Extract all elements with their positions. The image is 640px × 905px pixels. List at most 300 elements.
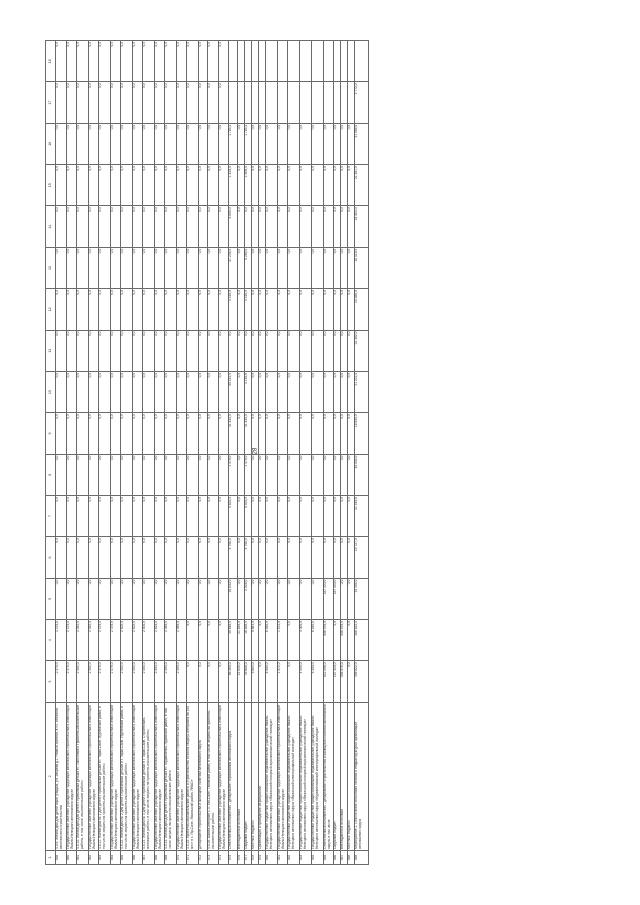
value-cell: 0,0 — [278, 289, 288, 330]
value-cell: 0,0 — [77, 371, 89, 412]
value-cell: 9 823,0 — [229, 495, 238, 536]
value-cell: 0,0 — [348, 289, 355, 330]
value-cell: 0,0 — [334, 413, 341, 454]
value-cell: 0,0 — [266, 495, 278, 536]
value-cell: 0,0 — [348, 620, 355, 661]
value-cell: 0,0 — [312, 454, 324, 495]
value-cell: 0,0 — [77, 206, 89, 247]
value-cell — [252, 41, 259, 82]
value-cell: 0,0 — [77, 289, 89, 330]
value-cell: 0,0 — [177, 123, 187, 164]
value-cell: 0,0 — [56, 41, 67, 82]
value-cell: 0,0 — [259, 330, 266, 371]
rotated-table-page — [45, 40, 615, 865]
value-cell: 0,0 — [187, 330, 199, 371]
value-cell: 0,0 — [300, 165, 312, 206]
value-cell: 0,0 — [77, 330, 89, 371]
value-cell: 0,0 — [187, 165, 199, 206]
column-header: 16 — [46, 123, 56, 164]
value-cell: 0,0 — [143, 578, 155, 619]
value-cell: 4 798,5 — [245, 537, 252, 578]
value-cell: 0,0 — [99, 206, 111, 247]
value-cell: 0,0 — [165, 247, 177, 288]
value-cell: 0,0 — [121, 330, 133, 371]
value-cell: 2 772,0 — [355, 82, 369, 123]
value-cell: 2 392,0 — [89, 620, 99, 661]
row-name: Государственное казенное учреждение «Дирекция капитального строительства и инвестиций Ямало-Ненецкого автономного округа» — [111, 702, 121, 850]
value-cell: 0,0 — [89, 123, 99, 164]
value-cell: 0,0 — [312, 206, 324, 247]
value-cell: 0,0 — [77, 82, 89, 123]
value-cell: 0,0 — [77, 123, 89, 164]
table-row — [300, 41, 312, 865]
value-cell: 0,0 — [56, 578, 67, 619]
value-cell: 0,0 — [252, 537, 259, 578]
value-cell: 0,0 — [77, 495, 89, 536]
value-cell: 31 989,0 — [355, 123, 369, 164]
value-cell: 0,0 — [121, 123, 133, 164]
value-cell: 0,0 — [111, 413, 121, 454]
value-cell: 0,0 — [312, 578, 324, 619]
value-cell: 0,0 — [324, 413, 334, 454]
value-cell: 0,0 — [89, 578, 99, 619]
value-cell: 0,0 — [199, 123, 208, 164]
value-cell: 1 479,0 — [229, 454, 238, 495]
value-cell: 0,0 — [259, 413, 266, 454]
value-cell: 0,0 — [245, 206, 252, 247]
value-cell: 0,0 — [165, 330, 177, 371]
row-name: Организация и проведение мероприятий — [259, 702, 266, 850]
value-cell: 34 386,0 — [355, 289, 369, 330]
row-number: 567 — [143, 850, 155, 864]
value-cell: 90 181,0 — [229, 371, 238, 412]
row-name: Внебюджетные источники — [238, 702, 245, 850]
value-cell: 0,0 — [77, 537, 89, 578]
value-cell: 0,0 — [252, 206, 259, 247]
value-cell: 0,0 — [199, 413, 208, 454]
value-cell: 386 422,0 — [355, 620, 369, 661]
value-cell: 0,0 — [89, 413, 99, 454]
value-cell: 0,0 — [187, 495, 199, 536]
value-cell: 0,0 — [300, 413, 312, 454]
value-cell: 0,0 — [266, 454, 278, 495]
value-cell: 0,0 — [341, 537, 348, 578]
value-cell: 0,0 — [199, 289, 208, 330]
value-cell: 0,0 — [155, 495, 165, 536]
row-name: Местные бюджеты — [348, 702, 355, 850]
value-cell: 0,0 — [99, 123, 111, 164]
value-cell: 0,0 — [341, 413, 348, 454]
value-cell: 9 883,0 — [252, 661, 259, 702]
value-cell: 0,0 — [208, 82, 219, 123]
value-cell: 0,0 — [121, 289, 133, 330]
value-cell: 86 265,0 — [229, 661, 238, 702]
value-cell: 0,0 — [208, 330, 219, 371]
row-name: Государственное казенное учреждение «Дирекция капитального строительства и инвестиций Ямало-Ненецкого автономного округа» — [219, 702, 229, 850]
row-name: Государственное казенное учреждение «Дирекция капитального строительства и инвестиций Ямало-Ненецкого автономного округа» — [67, 702, 77, 850]
value-cell: 0,0 — [238, 123, 245, 164]
value-cell — [229, 82, 238, 123]
value-cell: 0,0 — [300, 247, 312, 288]
value-cell: 4 798,5 — [229, 537, 238, 578]
value-cell: 0,0 — [334, 454, 341, 495]
value-cell: 0,0 — [334, 537, 341, 578]
value-cell: 0,0 — [133, 82, 143, 123]
value-cell: 19 394,0 — [355, 578, 369, 619]
row-name: 4.5.14. Жилой дом для детей с приемными детьми в г. Муравленко. Пуровский район, в том числе затраты на проектно-изыскательские работы — [165, 702, 177, 850]
value-cell: 0,0 — [77, 247, 89, 288]
column-header: 17 — [46, 82, 56, 123]
table-row — [143, 41, 155, 865]
value-cell: 0,0 — [334, 620, 341, 661]
value-cell: 0,0 — [143, 371, 155, 412]
value-cell: 0,0 — [219, 413, 229, 454]
value-cell: 0,0 — [187, 41, 199, 82]
value-cell: 0,0 — [312, 330, 324, 371]
row-name: 4.5.13. Жилой дом № 3 для детей с приемными детьми в г. Тарко-Сале. Строительно-монтажные работы, в том числе затраты на проектно-изыскательские работы — [143, 702, 155, 850]
value-cell: 0,0 — [288, 578, 300, 619]
value-cell: 0,0 — [56, 537, 67, 578]
row-number: 586 — [334, 850, 341, 864]
value-cell: 0,0 — [252, 495, 259, 536]
column-header: 2 — [46, 702, 56, 850]
table-row — [187, 41, 199, 865]
value-cell: 0,0 — [155, 537, 165, 578]
table-row — [208, 41, 219, 865]
value-cell: 2 379,0 — [111, 620, 121, 661]
column-header: 18 — [46, 41, 56, 82]
value-cell: 0,0 — [219, 82, 229, 123]
row-name: 4.5.10. Жилой дом для детей с приемными детьми в г. Лабытнанги. Проектно-изыскательские работы, в том числе изыскательские работы — [77, 702, 89, 850]
table-row — [266, 41, 278, 865]
value-cell: 0,0 — [341, 578, 348, 619]
value-cell: 0,0 — [56, 247, 67, 288]
value-cell — [278, 41, 288, 82]
table-row — [177, 41, 187, 865]
value-cell — [288, 82, 300, 123]
value-cell: 0,0 — [143, 41, 155, 82]
value-cell: 0,0 — [155, 247, 165, 288]
value-cell: 0,0 — [278, 578, 288, 619]
value-cell: 0,0 — [187, 206, 199, 247]
value-cell: 0,0 — [252, 330, 259, 371]
value-cell: 0,0 — [278, 206, 288, 247]
value-cell: 0,0 — [111, 41, 121, 82]
value-cell: 187 320,0 — [324, 578, 334, 619]
value-cell: 0,0 — [252, 289, 259, 330]
column-header: 15 — [46, 165, 56, 206]
value-cell — [312, 41, 324, 82]
value-cell: 0,0 — [89, 454, 99, 495]
value-cell: 0,0 — [77, 578, 89, 619]
value-cell: 39 648,0 — [229, 620, 238, 661]
value-cell: 39 686,0 — [245, 661, 252, 702]
value-cell: 2 404,0 — [155, 620, 165, 661]
value-cell: 2 395,0 — [177, 620, 187, 661]
value-cell: 0,0 — [165, 41, 177, 82]
value-cell: 0,0 — [177, 41, 187, 82]
value-cell: 0,0 — [324, 289, 334, 330]
value-cell: 0,0 — [177, 247, 187, 288]
row-number: 589 — [355, 850, 369, 864]
value-cell: 0,0 — [312, 165, 324, 206]
row-name: Ответственный исполнитель - департамент строительства и жилищной политики автономного округа, в том числе — [324, 702, 334, 850]
row-number: 562 — [89, 850, 99, 864]
value-cell: 0,0 — [111, 247, 121, 288]
value-cell: 0,0 — [143, 82, 155, 123]
column-header: 3 — [46, 661, 56, 702]
value-cell: 0,0 — [187, 289, 199, 330]
value-cell: 0,0 — [208, 123, 219, 164]
value-cell: 0,0 — [89, 165, 99, 206]
value-cell — [334, 41, 341, 82]
value-cell: 0,0 — [341, 330, 348, 371]
value-cell: 0,0 — [288, 165, 300, 206]
table-row — [341, 41, 348, 865]
value-cell: 0,0 — [300, 578, 312, 619]
value-cell: 0,0 — [187, 537, 199, 578]
value-cell: 0,0 — [266, 413, 278, 454]
value-cell: 0,0 — [219, 454, 229, 495]
value-cell: 0,0 — [133, 330, 143, 371]
value-cell: 4 149,0 — [245, 289, 252, 330]
value-cell: 0,0 — [89, 206, 99, 247]
value-cell: 0,0 — [111, 495, 121, 536]
value-cell: 41 449,0 — [355, 495, 369, 536]
table-row — [238, 41, 245, 865]
value-cell: 0,0 — [278, 537, 288, 578]
value-cell: 0,0 — [143, 289, 155, 330]
value-cell: 0,0 — [155, 82, 165, 123]
value-cell: 0,0 — [133, 578, 143, 619]
value-cell: 0,0 — [99, 289, 111, 330]
value-cell: 0,0 — [89, 330, 99, 371]
value-cell: 0,0 — [99, 330, 111, 371]
value-cell: 0,0 — [324, 123, 334, 164]
value-cell: 0,0 — [143, 495, 155, 536]
value-cell: 0,0 — [341, 206, 348, 247]
value-cell: 0,0 — [165, 165, 177, 206]
value-cell: 0,0 — [165, 495, 177, 536]
value-cell: 0,0 — [300, 123, 312, 164]
value-cell: 0,0 — [199, 578, 208, 619]
value-cell: 0,0 — [155, 330, 165, 371]
value-cell: 0,0 — [259, 620, 266, 661]
value-cell: 0,0 — [252, 578, 259, 619]
table-row — [121, 41, 133, 865]
value-cell: 0,0 — [300, 454, 312, 495]
value-cell — [259, 41, 266, 82]
value-cell: 0,0 — [99, 454, 111, 495]
value-cell: 0,0 — [238, 165, 245, 206]
value-cell: 0,0 — [165, 82, 177, 123]
value-cell: 2 392,0 — [77, 620, 89, 661]
value-cell: 0,0 — [278, 413, 288, 454]
value-cell: 0,0 — [300, 330, 312, 371]
value-cell: 556 976,0 — [341, 661, 348, 702]
column-header: 10 — [46, 371, 56, 412]
value-cell: 0,0 — [67, 330, 77, 371]
value-cell: 0,0 — [348, 206, 355, 247]
row-name: Окружной бюджет — [334, 702, 341, 850]
table-row — [56, 41, 67, 865]
value-cell: 0,0 — [300, 289, 312, 330]
value-cell: 0,0 — [67, 371, 77, 412]
value-cell: 0,0 — [155, 206, 165, 247]
row-name: 4.5.9. Жилой дом для детей сирот (Надым, ул. Зверева д.1 / Новый Уренгой, в т.ч. объектов капитального строительства — [56, 702, 67, 850]
value-cell: 0,0 — [208, 578, 219, 619]
row-number: 576 — [238, 850, 245, 864]
value-cell: 0,0 — [259, 165, 266, 206]
value-cell: 0,0 — [288, 454, 300, 495]
value-cell: 2 395,0 — [177, 661, 187, 702]
value-cell: 0,0 — [121, 371, 133, 412]
row-number: 581 — [278, 850, 288, 864]
value-cell: 0,0 — [133, 289, 143, 330]
value-cell: 0,0 — [324, 537, 334, 578]
value-cell: 0,0 — [341, 165, 348, 206]
value-cell: 0,0 — [348, 371, 355, 412]
value-cell: 0,0 — [252, 123, 259, 164]
table-row — [324, 41, 334, 865]
value-cell: 41 444,0 — [229, 413, 238, 454]
value-cell: 18 419,0 — [355, 247, 369, 288]
value-cell: 16 828,0 — [245, 620, 252, 661]
column-header: 9 — [46, 413, 56, 454]
row-name: Государственное казенное учреждение «Дирекция капитального строительства и инвестиций Ямало-Ненецкого автономного округа» — [278, 702, 288, 850]
table-row — [288, 41, 300, 865]
value-cell: 21 839,0 — [238, 661, 245, 702]
value-cell: 0,0 — [312, 371, 324, 412]
value-cell: 2 375,0 — [56, 661, 67, 702]
value-cell: 556 976,0 — [324, 620, 334, 661]
value-cell: 0,0 — [187, 247, 199, 288]
value-cell: 0,0 — [67, 537, 77, 578]
row-number: 583 — [300, 850, 312, 864]
row-number: 587 — [341, 850, 348, 864]
value-cell: 2 404,0 — [155, 661, 165, 702]
row-name: Государственное бюджетное профессиональное образовательное учреждение Ямало-Ненецкого автономного округа «Ямальский многопрофильный колледж» — [288, 702, 300, 850]
table-row — [312, 41, 324, 865]
value-cell: 0,0 — [155, 578, 165, 619]
value-cell: 0,0 — [187, 620, 199, 661]
value-cell: 0,0 — [56, 82, 67, 123]
value-cell — [334, 82, 341, 123]
value-cell: 0,0 — [199, 247, 208, 288]
value-cell — [252, 82, 259, 123]
value-cell: 0,0 — [208, 247, 219, 288]
value-cell: 0,0 — [334, 206, 341, 247]
table-body — [56, 41, 369, 865]
column-header: 6 — [46, 537, 56, 578]
value-cell: 0,0 — [252, 371, 259, 412]
value-cell: 396 622,0 — [355, 661, 369, 702]
row-number: 568 — [155, 850, 165, 864]
value-cell: 0,0 — [155, 371, 165, 412]
value-cell — [300, 82, 312, 123]
value-cell: 0,0 — [208, 289, 219, 330]
value-cell: 0,0 — [56, 454, 67, 495]
value-cell: 0,0 — [199, 41, 208, 82]
column-header: 11 — [46, 330, 56, 371]
value-cell: 0,0 — [177, 206, 187, 247]
value-cell: 0,0 — [334, 371, 341, 412]
value-cell: 0,0 — [219, 247, 229, 288]
value-cell: 0,0 — [300, 495, 312, 536]
column-header: 5 — [46, 578, 56, 619]
row-number: 571 — [187, 850, 199, 864]
value-cell: 0,0 — [199, 82, 208, 123]
value-cell: 4 149,0 — [229, 289, 238, 330]
table-row — [355, 41, 369, 865]
row-number: 577 — [245, 850, 252, 864]
value-cell — [266, 82, 278, 123]
value-cell: 0,0 — [252, 165, 259, 206]
row-number: 559 — [56, 850, 67, 864]
value-cell: 0,0 — [111, 330, 121, 371]
value-cell: 0,0 — [312, 413, 324, 454]
value-cell: 4 000,0 — [300, 661, 312, 702]
value-cell: 0,0 — [219, 41, 229, 82]
value-cell: 5 269,0 — [245, 247, 252, 288]
value-cell: 0,0 — [111, 123, 121, 164]
value-cell: 0,0 — [334, 247, 341, 288]
value-cell: 0,0 — [219, 620, 229, 661]
value-cell: 0,0 — [259, 661, 266, 702]
value-cell: 0,0 — [312, 123, 324, 164]
value-cell: 0,0 — [121, 413, 133, 454]
value-cell: 0,0 — [143, 247, 155, 288]
value-cell: 0,0 — [121, 454, 133, 495]
value-cell — [324, 82, 334, 123]
value-cell: 2 402,0 — [133, 620, 143, 661]
row-number: 561 — [77, 850, 89, 864]
value-cell: 0,0 — [341, 289, 348, 330]
value-cell: 0,0 — [165, 413, 177, 454]
value-cell: 0,0 — [300, 537, 312, 578]
row-number: 570 — [177, 850, 187, 864]
value-cell: 19 727,0 — [355, 537, 369, 578]
value-cell: 57 239,0 — [229, 247, 238, 288]
value-cell: 0,0 — [229, 330, 238, 371]
row-name: 4.5.11. Жилой дом № 1 для детей с приемными детьми в г. Тарко-Сале. Пурпейский район, в том числе затраты на проектно-изыскательские работы — [99, 702, 111, 850]
value-cell: 0,0 — [341, 454, 348, 495]
value-cell: 0,0 — [187, 123, 199, 164]
value-cell: 0,0 — [348, 330, 355, 371]
value-cell: 0,0 — [199, 495, 208, 536]
value-cell: 0,0 — [341, 123, 348, 164]
value-cell: 19 840,0 — [229, 578, 238, 619]
row-name: Государственное казенное учреждение «Дирекция капитального строительства и инвестиций Ямало-Ненецкого автономного округа» — [155, 702, 165, 850]
value-cell: 6 450,0 — [312, 661, 324, 702]
value-cell: 0,0 — [99, 41, 111, 82]
value-cell: 0,0 — [165, 206, 177, 247]
value-cell: 0,0 — [334, 123, 341, 164]
row-number: 572 — [199, 850, 208, 864]
row-number: 582 — [288, 850, 300, 864]
value-cell: 0,0 — [89, 41, 99, 82]
value-cell: 0,0 — [99, 165, 111, 206]
value-cell: 0,0 — [155, 165, 165, 206]
value-cell: 0,0 — [67, 41, 77, 82]
value-cell: 0,0 — [266, 123, 278, 164]
value-cell: 0,0 — [219, 289, 229, 330]
value-cell: 0,0 — [67, 123, 77, 164]
value-cell: 0,0 — [111, 206, 121, 247]
value-cell: 0,0 — [324, 495, 334, 536]
value-cell: 0,0 — [133, 454, 143, 495]
row-name: Департамент строительства и жилищной политики автономного округа — [199, 702, 208, 850]
